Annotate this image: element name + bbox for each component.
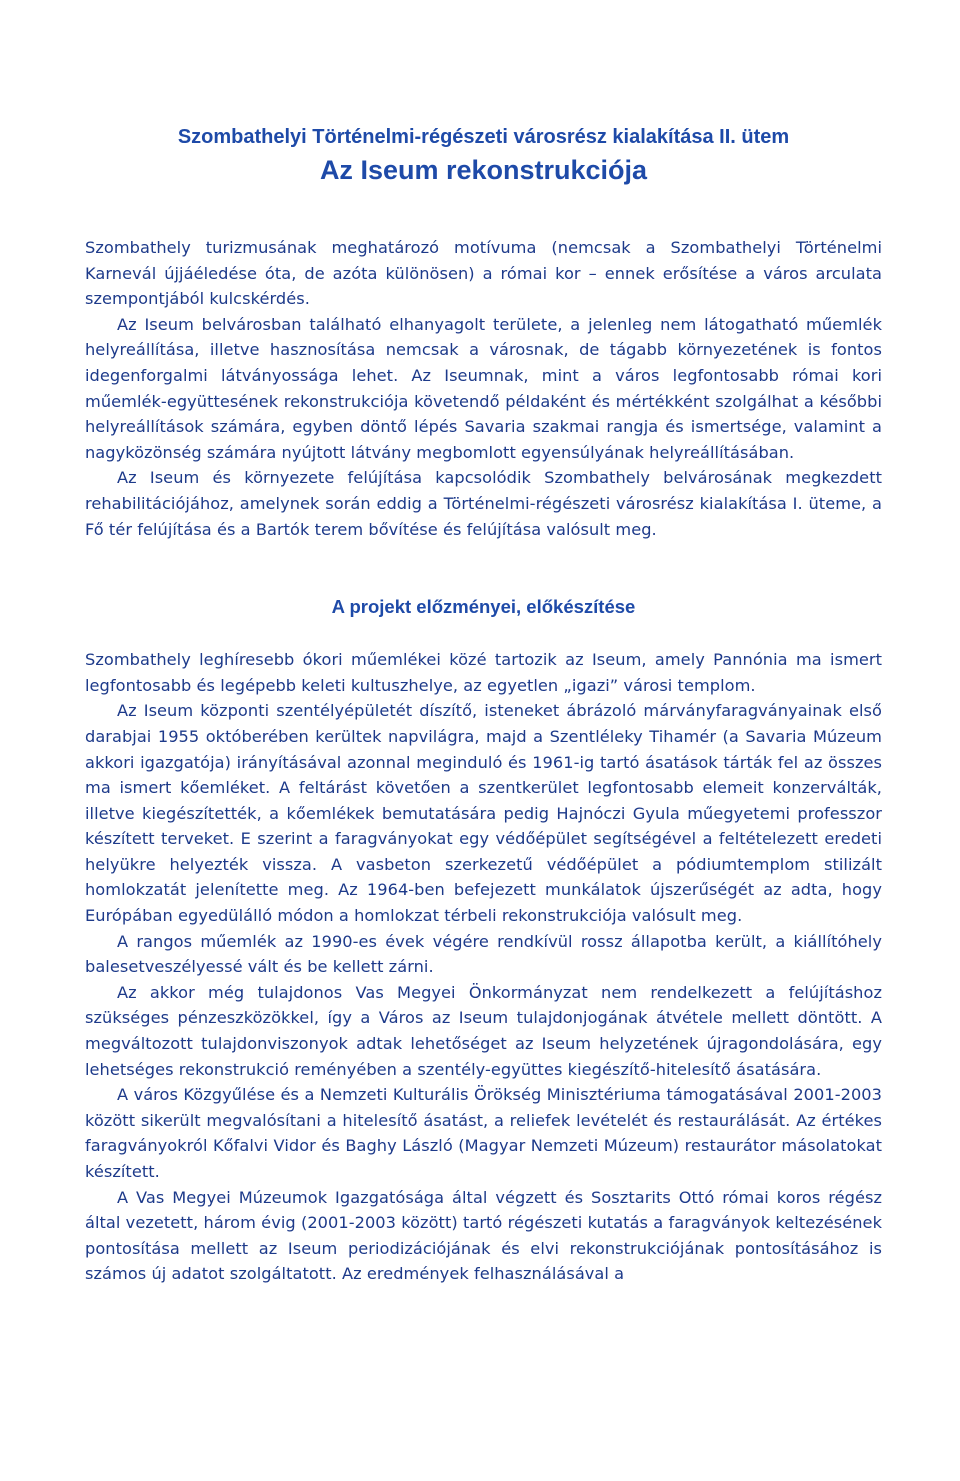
section-paragraph: Az akkor még tulajdonos Vas Megyei Önkormányzat nem rendelkezett a felújításhoz szükséges pénzeszközökkel, így a Város az Iseum tulajdonjogának átvétele mellett döntött. A megváltozott tulajdonviszonyok adtak lehetőséget az Iseum helyzetének újragondolására, egy lehetséges rekonstrukció reményében a szentély-együttes kiegészítő-hitelesítő ásatására. <box>85 982 882 1079</box>
section-paragraph: Az Iseum központi szentélyépületét díszítő, isteneket ábrázoló márványfaragványainak első darabjai 1955 októberében kerültek napvilágra, majd a Szentléleky Tihamér (a Savaria Múzeum akkori igazgatója) irányításával azonnal meginduló és 1961-ig tartó ásatások tárták fel az összes ma ismert kőemléket. A feltárást követően a szentkerület legfontosabb elemeit konzerválták, illetve kiegészítették, a kőemlékek bemutatására pedig Hajnóczi Gyula műegyetemi professzor készített terveket. E szerint a faragványokat egy védőépület segítségével a feltételezett eredeti helyükre helyezték vissza. A vasbeton szerkezetű védőépület a pódiumtemplom stilizált homlokzatát jelenítette meg. Az 1964-ben befejezett munkálatok újszerűségét az adta, hogy Európában egyedülálló módon a homlokzat térbeli rekonstrukciója valósult meg. <box>85 701 882 926</box>
intro-paragraph: Szombathely turizmusának meghatározó motívuma (nemcsak a Szombathelyi Történelmi Karnevál újjáéledése óta, de azóta különösen) a római kor – ennek erősítése a város arculata szempontjából kulcskérdés. <box>85 238 882 309</box>
section-paragraph: A rangos műemlék az 1990-es évek végére rendkívül rossz állapotba került, a kiállítóhely balesetveszélyessé vált és be kellett zárni. <box>85 931 882 977</box>
intro-paragraph: Az Iseum és környezete felújítása kapcsolódik Szombathely belvárosának megkezdett rehabilitációjához, amelynek során eddig a Történelmi-régészeti városrész kialakítása I. üteme, a Fő tér felújítása és a Bartók terem bővítése és felújítása valósult meg. <box>85 468 882 539</box>
intro-paragraph: Az Iseum belvárosban található elhanyagolt területe, a jelenleg nem látogatható műemlék helyreállítása, illetve hasznosítása nemcsak a városnak, de tágabb környezetének is fontos idegenforgalmi látványossága lehet. Az Iseumnak, mint a város legfontosabb római kori műemlék-együttesének rekonstrukciója követendő példaként és mértékként szolgálhat a későbbi helyreállítások számára, egyben döntő lépés Savaria szakmai rangja és ismertsége, valamint a nagyközönség számára nyújtott látvány megbomlott egyensúlyának helyreállításában. <box>85 314 882 462</box>
section-heading: A projekt előzményei, előkészítése <box>331 596 636 618</box>
document-title: Szombathelyi Történelmi-régészeti városrész kialakítása II. ütem <box>177 126 790 148</box>
intro-block <box>85 235 882 542</box>
document-subtitle: Az Iseum rekonstrukciója <box>319 155 648 185</box>
section-body <box>85 647 882 1287</box>
section-paragraph: Szombathely leghíresebb ókori műemlékei közé tartozik az Iseum, amely Pannónia ma ismert legfontosabb és legépebb keleti kultuszhelye, az egyetlen „igazi” városi templom. <box>85 650 882 695</box>
section-paragraph: A város Közgyűlése és a Nemzeti Kulturális Örökség Minisztériuma támogatásával 2001-2003 között sikerült megvalósítani a hitelesítő ásatást, a reliefek levételét és restaurálását. Az értékes faragványokról Kőfalvi Vidor és Baghy László (Magyar Nemzeti Múzeum) restaurátor másolatokat készített. <box>85 1085 882 1181</box>
section-heading-wrap <box>85 594 882 620</box>
section-paragraph: A Vas Megyei Múzeumok Igazgatósága által végzett és Sosztarits Ottó római koros régész által vezetett, három évig (2001-2003 között) tartó régészeti kutatás a faragványok keltezésének pontosítása mellett az Iseum periodizációjának és elvi rekonstrukciójának pontosításához is számos új adatot szolgáltatott. Az eredmények felhasználásával a <box>85 1187 882 1284</box>
document-page <box>85 0 882 1287</box>
